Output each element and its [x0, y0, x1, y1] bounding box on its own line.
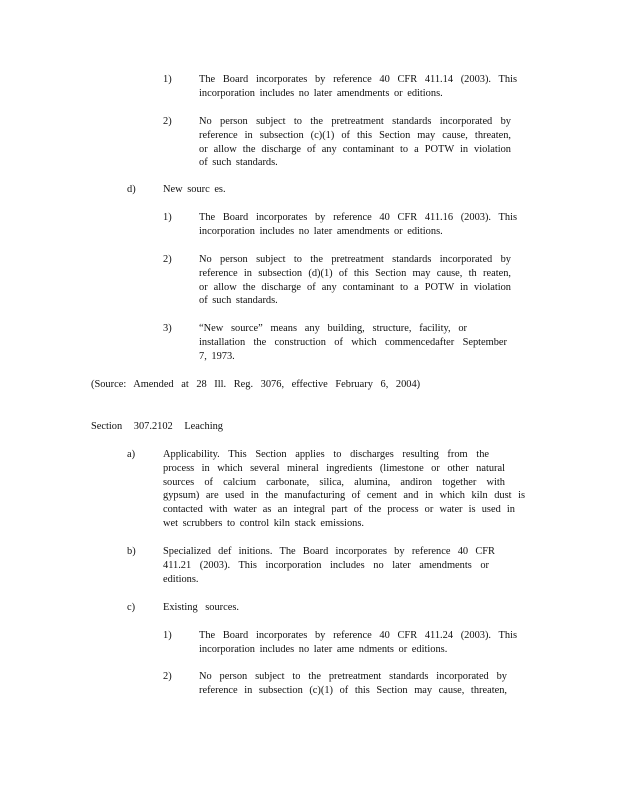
paragraph-prohibition-existing: [199, 670, 507, 698]
item-label: 1): [163, 212, 172, 223]
section-heading: [91, 420, 223, 434]
text-line: No person subject to the pretreatment standards incorporated by: [199, 254, 511, 265]
heading-existing-sources: [163, 601, 239, 615]
text-line: of such standards.: [199, 295, 278, 307]
text-line: or allow the discharge of any contaminant to a POTW in violation: [199, 143, 511, 155]
text-line: Specialized def initions. The Board incorporates by reference 40 CFR: [163, 546, 495, 557]
item-label: a): [127, 449, 136, 460]
paragraph-411-14: [199, 73, 517, 101]
text-line: sources of calcium carbonate, silica, alumina, andiron together with: [163, 476, 505, 488]
text-line: No person subject to the pretreatment standards incorporated by: [199, 671, 507, 682]
text-line: “New source” means any building, structure, facility, or: [199, 323, 467, 334]
text-line: The Board incorporates by reference 40 CFR 411.24 (2003). This: [199, 630, 517, 641]
paragraph-new-source-definition: [199, 322, 507, 363]
paragraph-prohibition-c1: [199, 115, 511, 170]
text-line: 411.21 (2003). This incorporation includes no later amendments or: [163, 559, 489, 571]
text-line: The Board incorporates by reference 40 CFR 411.14 (2003). This: [199, 74, 517, 85]
item-label: 2): [163, 116, 172, 127]
text-line: Applicability. This Section applies to discharges resulting from the: [163, 449, 489, 460]
paragraph-prohibition-d1: [199, 253, 511, 308]
text-line: gypsum) are used in the manufacturing of cement and in which kiln dust is: [163, 490, 525, 502]
text-line: incorporation includes no later ame ndments or editions.: [199, 643, 448, 655]
text-line: 7, 1973.: [199, 350, 235, 362]
text-line: process in which several mineral ingredients (limestone or other natural: [163, 462, 505, 474]
text-line: or allow the discharge of any contaminant to a POTW in violation: [199, 281, 511, 293]
item-label: 1): [163, 74, 172, 85]
text-line: of such standards.: [199, 157, 278, 169]
item-label: b): [127, 546, 136, 557]
text-line: wet scrubbers to control kiln stack emissions.: [163, 517, 365, 529]
heading-new-sources: [163, 183, 226, 197]
paragraph-applicability: [163, 448, 525, 531]
text-line: contacted with water as an integral part of the process or water is used in: [163, 504, 515, 516]
text-line: No person subject to the pretreatment standards incorporated by: [199, 116, 511, 127]
text-line: editions.: [163, 573, 199, 585]
text-line: reference in subsection (c)(1) of this Section may cause, threaten,: [199, 684, 507, 696]
text-line: incorporation includes no later amendments or editions.: [199, 225, 443, 237]
text-line: installation the construction of which commencedafter September: [199, 336, 507, 348]
item-label: 2): [163, 671, 172, 682]
text-line: Section 307.2102 Leaching: [91, 421, 223, 432]
text-line: New sourc es.: [163, 184, 226, 195]
text-line: Existing sources.: [163, 602, 239, 613]
item-label: 2): [163, 254, 172, 265]
paragraph-specialized-definitions: [163, 545, 495, 586]
text-line: The Board incorporates by reference 40 CFR 411.16 (2003). This: [199, 212, 517, 223]
item-label: d): [127, 184, 136, 195]
paragraph-411-16: [199, 211, 517, 239]
item-label: 1): [163, 630, 172, 641]
item-label: 3): [163, 323, 172, 334]
item-label: c): [127, 602, 136, 613]
text-line: incorporation includes no later amendments or editions.: [199, 87, 443, 99]
source-note: [91, 378, 420, 392]
text-line: (Source: Amended at 28 Ill. Reg. 3076, effective February 6, 2004): [91, 379, 421, 390]
paragraph-411-24: [199, 629, 517, 657]
text-line: reference in subsection (c)(1) of this Section may cause, threaten,: [199, 129, 511, 141]
text-line: reference in subsection (d)(1) of this Section may cause, th reaten,: [199, 267, 511, 279]
